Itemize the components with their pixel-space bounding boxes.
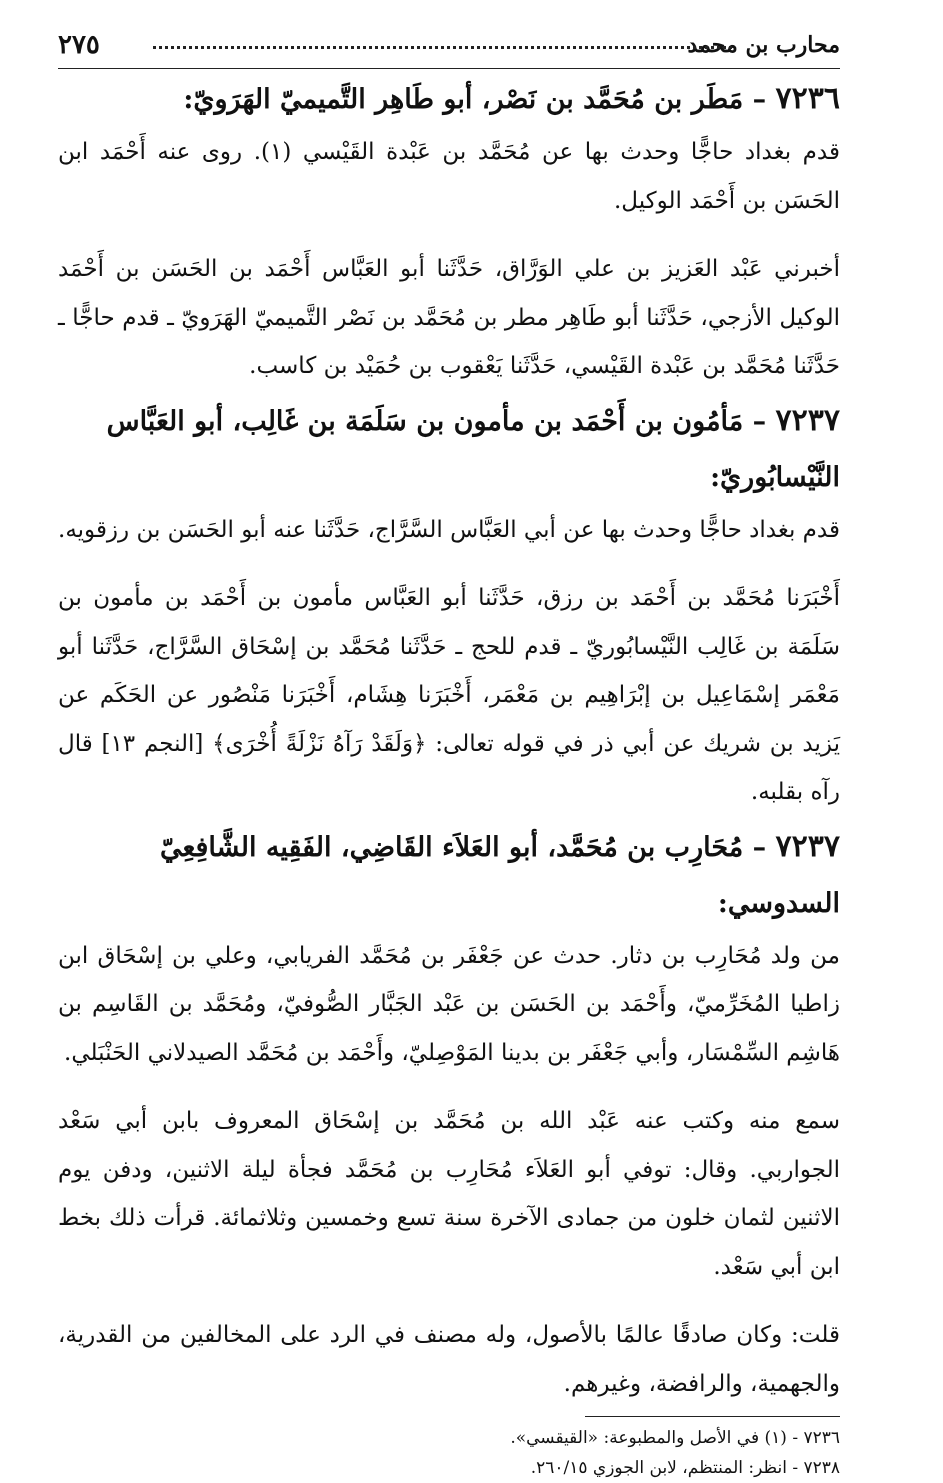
entry-heading: ٧٢٣٧ – مُحَارِب بن مُحَمَّد، أبو العَلاَء القَاضِي، الفَقِيه الشَّافِعِيّ السدوسي: [159, 828, 840, 919]
entry-paragraph: من ولد مُحَارِب بن دثار. حدث عن جَعْفَر بن مُحَمَّد الفريابي، وعلي بن إسْحَاق ابن زاطيا المُخَرِّميّ، وأَحْمَد بن الحَسَن بن عَبْد الجَبَّار الصُّوفيّ، ومُحَمَّد بن القَاسِم بن هَاشِم السِّمْسَار، وأبي جَعْفَر بن بدينا المَوْصِليّ، وأَحْمَد بن مُحَمَّد الصيدلاني الحَنْبَلي. [58, 942, 840, 1066]
entry-name: مَطَر بن مُحَمَّد بن نَصْر، أبو طَاهِر التَّميميّ الهَرَويّ: [183, 84, 744, 115]
entry-paragraph: أخبرني عَبْد العَزيز بن علي الوَرَّاق، حَدَّثَنا أبو العَبَّاس أَحْمَد بن الحَسَن بن أَحْمَد الوكيل الأزجي، حَدَّثَنا أبو طَاهِر مطر بن مُحَمَّد بن نَصْر التَّميميّ الهَرَويّ ـ قدم حاجًّا ـ حَدَّثَنا مُحَمَّد بن عَبْدة القَيْسي، حَدَّثَنا يَعْقوب بن حُمَيْد بن كاسب. [58, 256, 840, 379]
running-title: محارب بن محمد [687, 32, 840, 58]
footnote: ٧٢٣٨ - انظر: المنتظم، لابن الجوزي ٢٦٠/١٥. [530, 1458, 840, 1478]
entry-name: مُحَارِب بن مُحَمَّد، أبو العَلاَء القَاضِي، الفَقِيه الشَّافِعِيّ السدوسي: [159, 831, 840, 919]
entry-paragraph: أَخْبَرَنا مُحَمَّد بن أَحْمَد بن رزق، حَدَّثَنا أبو العَبَّاس مأمون بن أَحْمَد بن مأمون بن سَلَمَة بن غَالِب النَّيْسابُوريّ ـ قدم للحج ـ حَدَّثَنا مُحَمَّد بن إسْحَاق السَّرَّاج، حَدَّثَنا أبو مَعْمَر إسْمَاعِيل بن إبْرَاهِيم بن مَعْمَر، أَخْبَرَنا هِشَام، أَخْبَرَنا مَنْصُور عن الحَكَم عن يَزيد بن شريك عن أبي ذر في قوله تعالى: ﴿وَلَقَدْ رَآهُ نَزْلَةً أُخْرَى﴾ [النجم ١٣] قال رآه بقلبه. [58, 585, 840, 805]
entry-number: ٧٢٣٧ [775, 828, 840, 864]
entry-heading: ٧٢٣٧ – مَأمُون بن أَحْمَد بن مأمون بن سَلَمَة بن غَالِب، أبو العَبَّاس النَّيْسابُوريّ: [106, 402, 840, 493]
biography-entry [58, 393, 840, 817]
book-page [58, 22, 840, 1478]
biography-entry [58, 819, 840, 1409]
biography-entry [58, 71, 840, 391]
footnotes [58, 1423, 840, 1483]
running-header [58, 22, 840, 69]
entry-number: ٧٢٣٧ [775, 402, 840, 438]
entry-heading: ٧٢٣٦ – مَطَر بن مُحَمَّد بن نَصْر، أبو طَاهِر التَّميميّ الهَرَويّ: [183, 81, 840, 116]
entry-name: مَأمُون بن أَحْمَد بن مأمون بن سَلَمَة بن غَالِب، أبو العَبَّاس النَّيْسابُوريّ: [106, 405, 840, 493]
footnote-separator [585, 1416, 840, 1417]
entry-paragraph: قلت: وكان صادقًا عالمًا بالأصول، وله مصنف في الرد على المخالفين من القدرية، والجهمية، والرافضة، وغيرهم. [58, 1322, 840, 1397]
entry-paragraph: قدم بغداد حاجًّا وحدث بها عن مُحَمَّد بن عَبْدة القَيْسي (١). روى عنه أَحْمَد ابن الحَسَن بن أَحْمَد الوكيل. [58, 139, 840, 214]
entry-number: ٧٢٣٦ [775, 81, 840, 116]
entry-paragraph: سمع منه وكتب عنه عَبْد الله بن مُحَمَّد بن إسْحَاق المعروف بابن أبي سَعْد الجواربي. وقال: توفي أبو العَلاَء مُحَارِب بن مُحَمَّد فجأة ليلة الاثنين، ودفن يوم الاثنين لثمان خلون من جمادى الآخرة سنة تسع وخمسين وثلاثمائة. قرأت ذلك بخط ابن أبي سَعْد. [58, 1108, 840, 1280]
dotted-leader [153, 32, 732, 49]
entry-paragraph: قدم بغداد حاجًّا وحدث بها عن أبي العَبَّاس السَّرَّاج، حَدَّثَنا عنه أبو الحَسَن بن رزقويه. [58, 516, 840, 543]
footnote: ٧٢٣٦ - (١) في الأصل والمطبوعة: «القيقسي». [510, 1428, 840, 1448]
page-number: ٢٧٥ [58, 30, 100, 60]
